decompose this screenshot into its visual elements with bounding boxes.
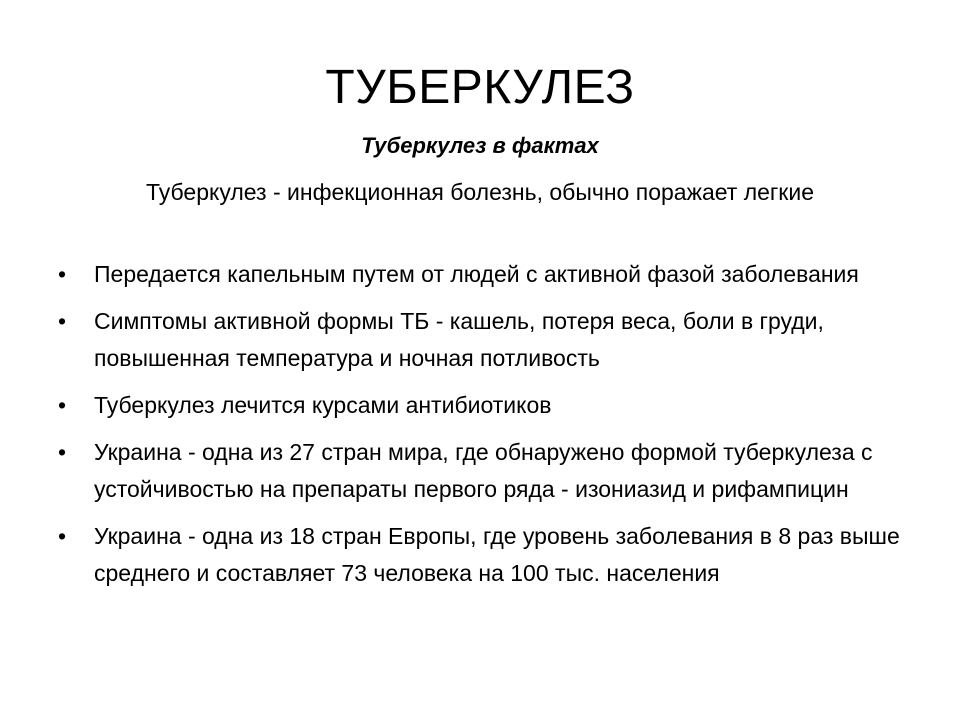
intro-text: Туберкулез - инфекционная болезнь, обычно поражает легкие (146, 179, 814, 205)
bullet-text: Туберкулез лечится курсами антибиотиков (94, 392, 552, 418)
bullet-item (58, 303, 908, 377)
bullet-item (58, 434, 908, 508)
bullet-glyph: • (58, 439, 67, 465)
bullet-item (58, 256, 908, 293)
slide-subtitle: Туберкулез в фактах (361, 133, 599, 158)
bullet-text: Передается капельным путем от людей с активной фазой заболевания (94, 261, 859, 287)
bullet-item (58, 518, 908, 592)
bullet-item (58, 387, 908, 424)
bullet-text: Украина - одна из 18 стран Европы, где уровень заболевания в 8 раз выше среднего и составляет 73 человека на 100 тыс. населения (94, 523, 900, 586)
bullet-text: Украина - одна из 27 стран мира, где обнаружено формой туберкулеза с устойчивостью на препараты первого ряда - изониазид и рифампицин (94, 439, 873, 502)
slide-title: ТУБЕРКУЛЕЗ (325, 61, 635, 114)
bullet-list (58, 256, 908, 602)
bullet-text: Симптомы активной формы ТБ - кашель, потеря веса, боли в груди, повышенная температура и ночная потливость (94, 308, 824, 371)
bullet-glyph: • (58, 392, 67, 418)
bullet-glyph: • (58, 523, 67, 549)
bullet-glyph: • (58, 308, 67, 334)
bullet-glyph: • (58, 261, 67, 287)
